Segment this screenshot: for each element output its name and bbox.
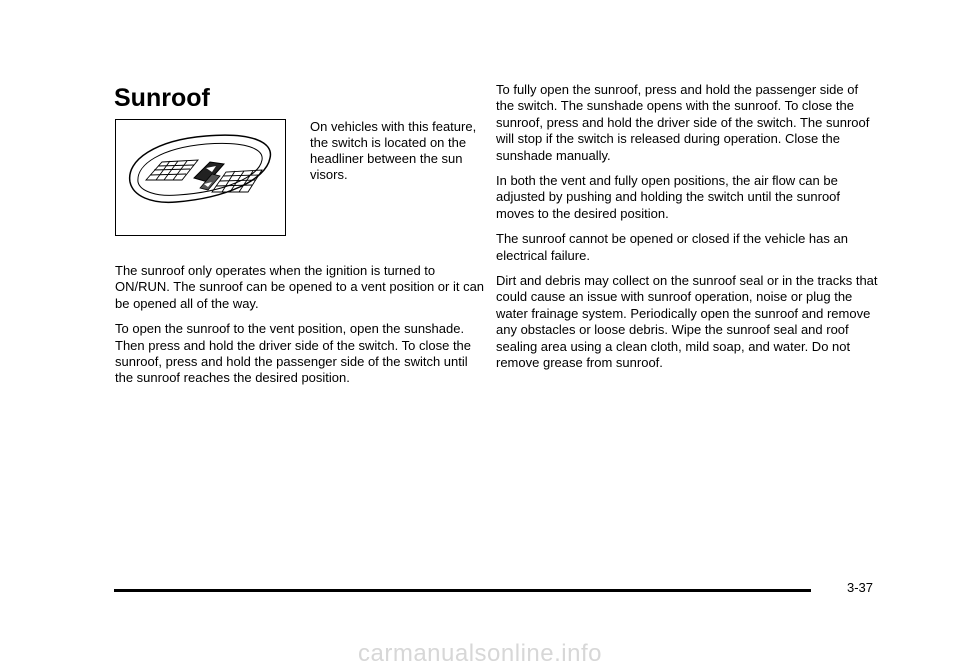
sunroof-switch-icon — [116, 120, 284, 234]
paragraph: In both the vent and fully open positions, the air flow can be adjusted by pushing and holding the switch until the sunroof moves to the desired position. — [496, 173, 841, 221]
page-number: 3-37 — [847, 580, 874, 595]
right-column — [496, 82, 878, 381]
sunroof-switch-illustration — [115, 119, 286, 236]
paragraph: To fully open the sunroof, press and hold the passenger side of the switch. The sunshade opens with the sunroof. To close the sunroof, press and hold the driver side of the switch. The sunroof will stop if the switch is released during operation. Close the sunshade manually. — [496, 82, 870, 163]
paragraph: The sunroof only operates when the ignition is turned to ON/RUN. The sunroof can be opened to a vent position or it can be opened all of the way. — [115, 263, 485, 311]
paragraph: Dirt and debris may collect on the sunroof seal or in the tracks that could cause an issue with sunroof operation, noise or plug the water frainage system. Periodically open the sunroof and remove any obstacles or loose debris. Wipe the sunroof seal and roof sealing area using a clean cloth, mild soap, and water. Do not remove grease from sunroof. — [496, 273, 878, 371]
left-column — [115, 263, 485, 396]
paragraph: The sunroof cannot be opened or closed if the vehicle has an electrical failure. — [496, 231, 848, 263]
footer-divider — [114, 589, 811, 592]
watermark: carmanualsonline.info — [358, 640, 602, 667]
section-title: Sunroof — [114, 84, 210, 112]
paragraph: To open the sunroof to the vent position, open the sunshade. Then press and hold the driver side of the switch. To close the sunroof, press and hold the passenger side of the switch until the sunroof reaches the desired position. — [115, 321, 472, 386]
figure-caption: On vehicles with this feature, the switch is located on the headliner between the sun visors. — [310, 119, 477, 182]
